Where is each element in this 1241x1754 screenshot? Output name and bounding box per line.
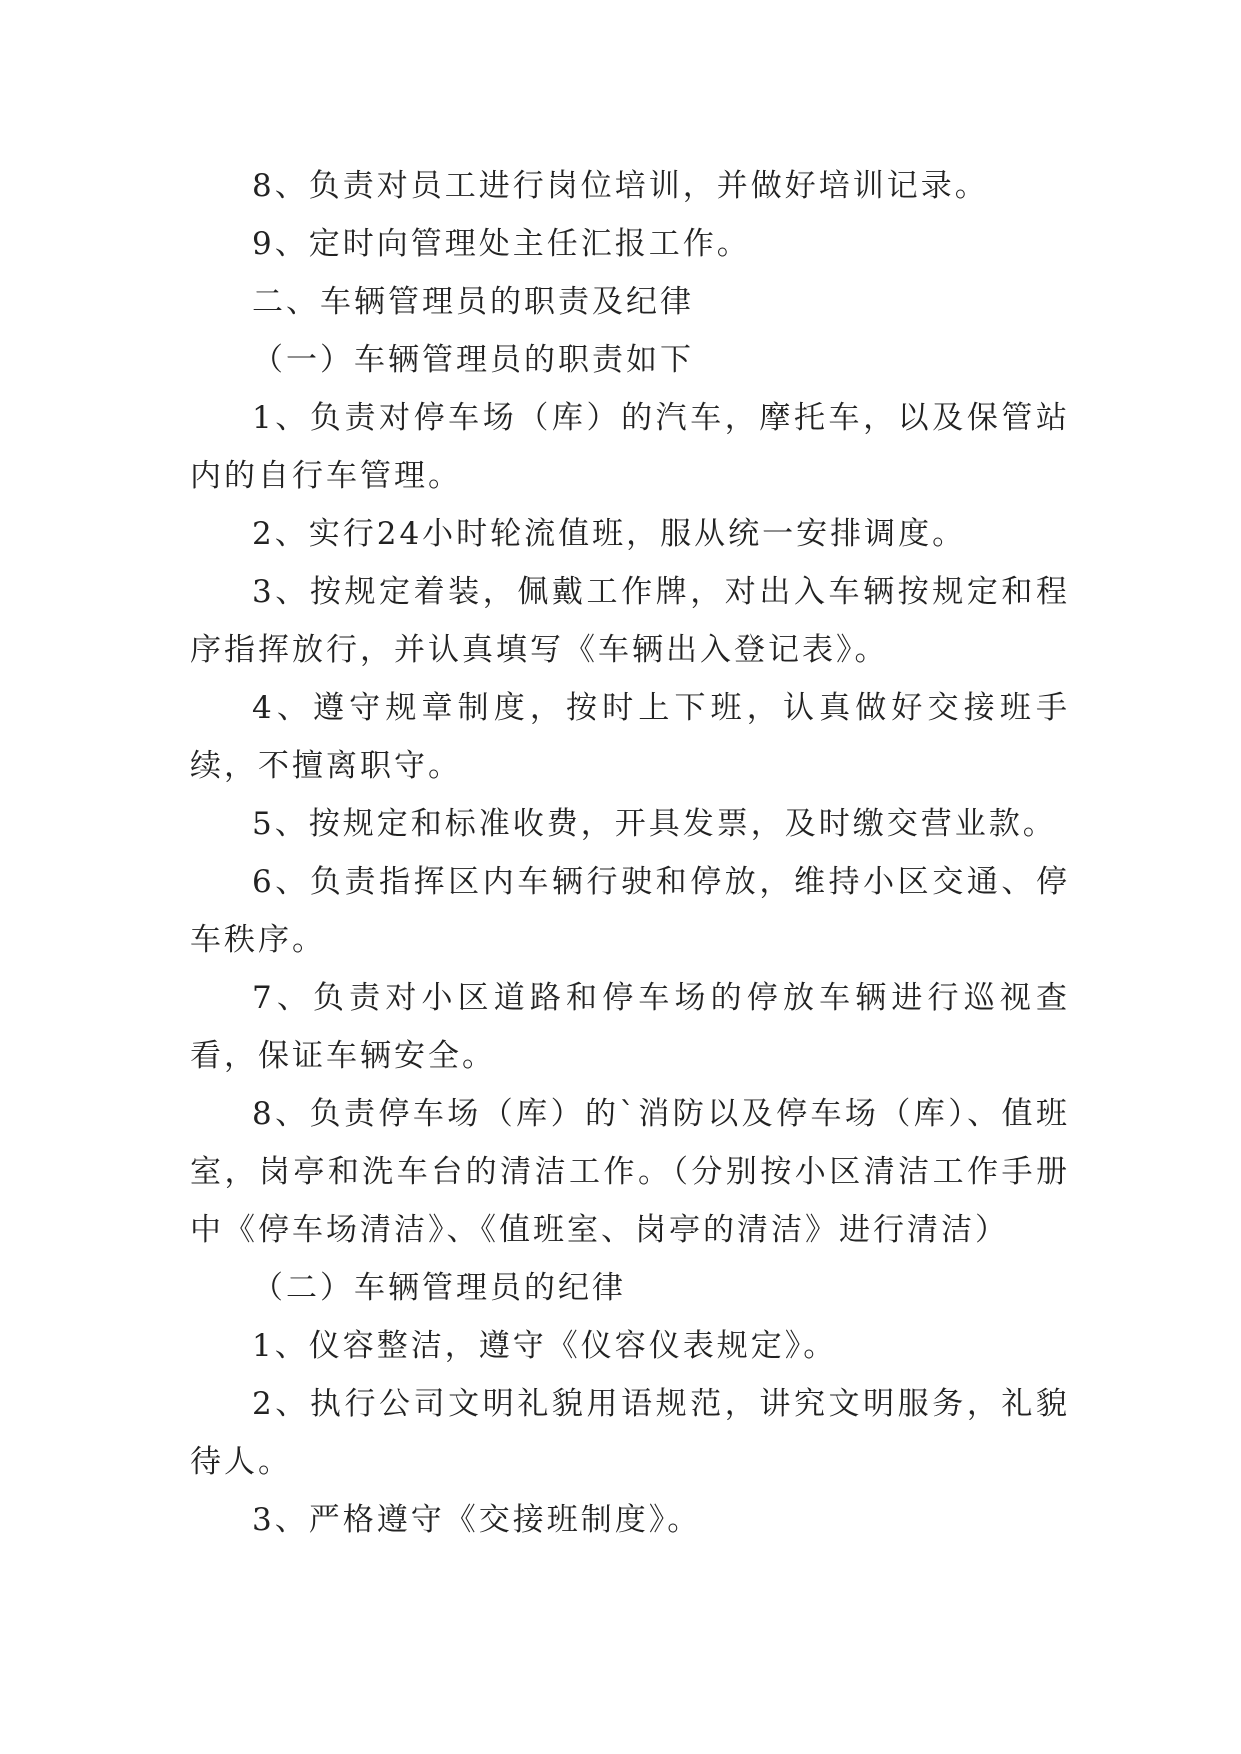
duty-item-4: 4、遵守规章制度，按时上下班，认真做好交接班手续，不擅离职守。 <box>190 690 1070 784</box>
duty-item-7: 7、负责对小区道路和停车场的停放车辆进行巡视查看，保证车辆安全。 <box>190 980 1070 1074</box>
discipline-item-1: 1、仪容整洁，遵守《仪容仪表规定》。 <box>252 1328 838 1364</box>
paragraph-item-9-report: 9、定时向管理处主任汇报工作。 <box>252 226 751 262</box>
duty-item-3: 3、按规定着装，佩戴工作牌，对出入车辆按规定和程序指挥放行，并认真填写《车辆出入登记表》。 <box>190 574 1070 668</box>
discipline-item-2: 2、执行公司文明礼貌用语规范，讲究文明服务，礼貌待人。 <box>190 1386 1070 1480</box>
discipline-item-3: 3、严格遵守《交接班制度》。 <box>252 1502 702 1538</box>
duty-item-8: 8、负责停车场（库）的`消防以及停车场（库）、值班室，岗亭和洗车台的清洁工作。（分别按小区清洁工作手册中《停车场清洁》、《值班室、岗亭的清洁》进行清洁） <box>190 1096 1070 1248</box>
duty-item-5: 5、按规定和标准收费，开具发票，及时缴交营业款。 <box>252 806 1057 842</box>
section-heading-vehicle-manager: 二、车辆管理员的职责及纪律 <box>252 284 694 320</box>
subsection-heading-discipline: （二）车辆管理员的纪律 <box>252 1270 626 1306</box>
duty-item-1: 1、负责对停车场（库）的汽车，摩托车，以及保管站内的自行车管理。 <box>190 400 1070 494</box>
duty-item-2: 2、实行24小时轮流值班，服从统一安排调度。 <box>252 516 967 552</box>
duty-item-6: 6、负责指挥区内车辆行驶和停放，维持小区交通、停车秩序。 <box>190 864 1070 958</box>
subsection-heading-duties: （一）车辆管理员的职责如下 <box>252 342 694 378</box>
paragraph-item-8-training: 8、负责对员工进行岗位培训，并做好培训记录。 <box>252 168 989 204</box>
document-body <box>190 157 1070 1549</box>
